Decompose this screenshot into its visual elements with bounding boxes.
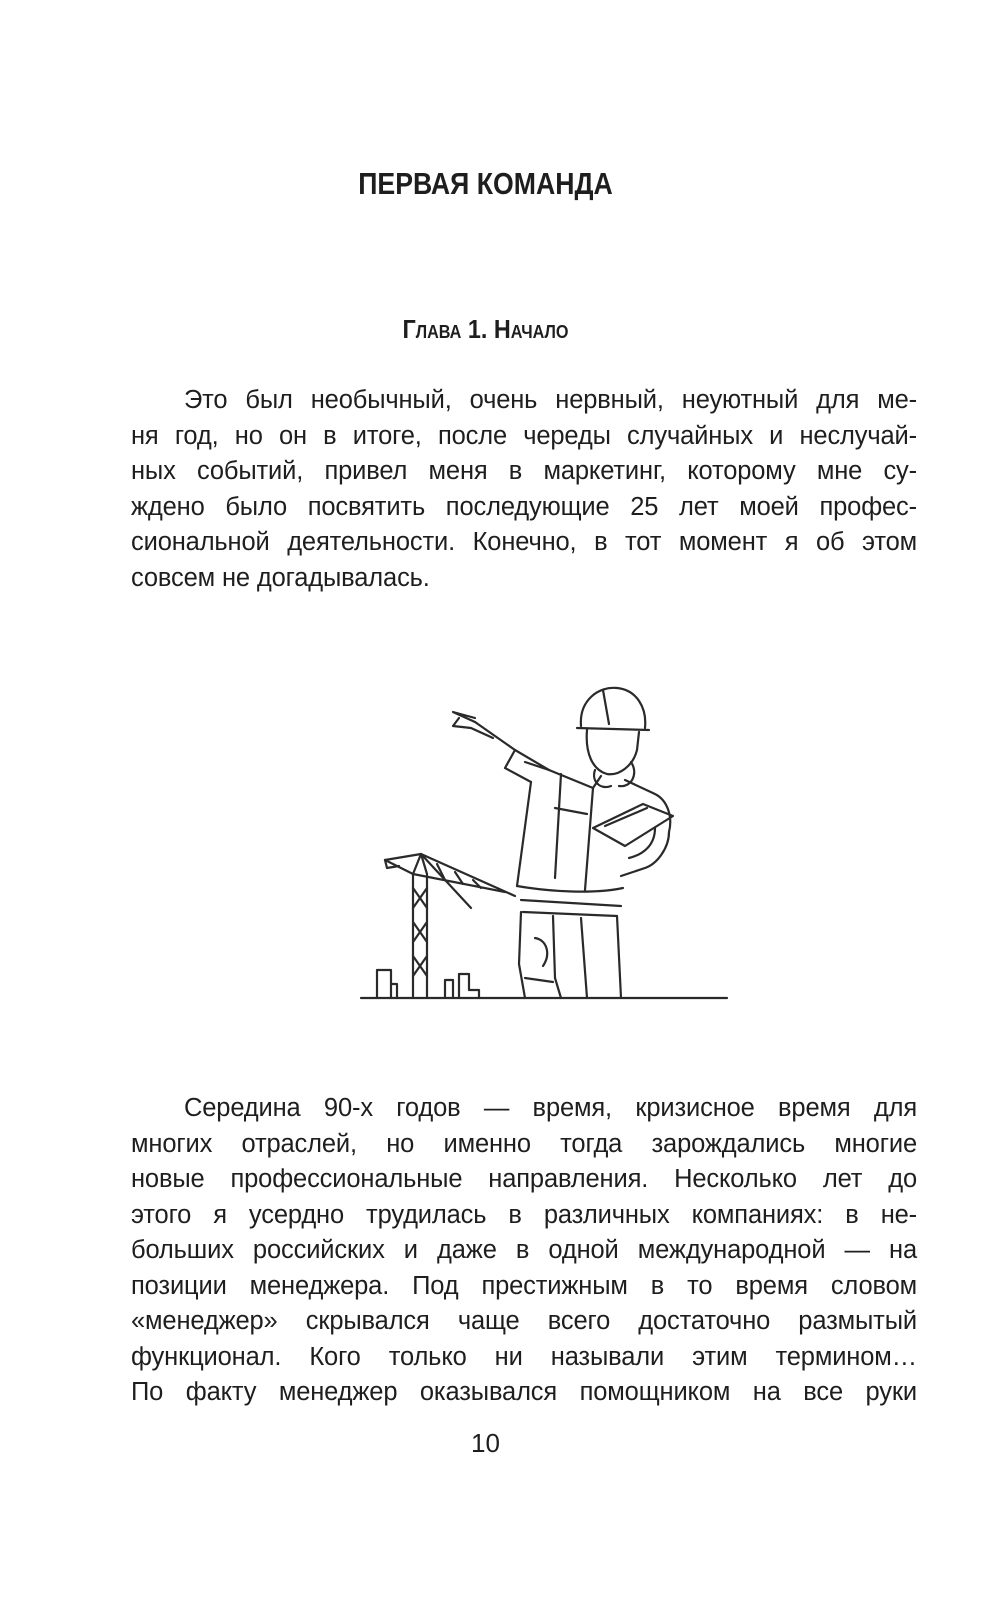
part-title: ПЕРВАЯ КОМАНДА (358, 166, 613, 201)
chapter-title: Глава 1. Начало (402, 314, 569, 344)
paragraph-line: «менеджер» скрывался чаще всего достаточно размытый (131, 1307, 917, 1335)
paragraph-line: сиональной деятельности. Конечно, в тот момент я об этом (131, 528, 917, 556)
paragraph-line: По факту менеджер оказывался помощником на все руки (131, 1378, 917, 1406)
paragraph-line: ня год, но он в итоге, после череды случайных и неслучай- (131, 421, 917, 450)
paragraph-line: совсем не догадывалась. (131, 563, 430, 592)
paragraph-line: этого я усердно трудилась в различных компаниях: в не- (131, 1200, 917, 1229)
paragraph-2 (131, 1091, 917, 1411)
paragraph-line: Это был необычный, очень нервный, неуютный для ме- (184, 386, 917, 414)
paragraph-line: функционал. Кого только ни называли этим термином… (131, 1342, 917, 1371)
paragraph-line: ных событий, привел меня в маркетинг, которому мне су- (131, 457, 917, 485)
page-number: 10 (471, 1428, 500, 1458)
paragraph-line: Середина 90-х годов — время, кризисное время для (184, 1094, 917, 1122)
paragraph-line: новые профессиональные направления. Несколько лет до (131, 1165, 917, 1193)
paragraph-line: позиции менеджера. Под престижным в то время словом (131, 1271, 917, 1300)
construction-worker-line-art-icon (355, 678, 735, 1008)
paragraph-1 (131, 383, 917, 596)
paragraph-line: ждено было посвятить последующие 25 лет моей профес- (131, 492, 917, 521)
paragraph-line: больших российских и даже в одной международной — на (131, 1236, 917, 1264)
paragraph-line: многих отраслей, но именно тогда зарождались многие (131, 1129, 917, 1158)
